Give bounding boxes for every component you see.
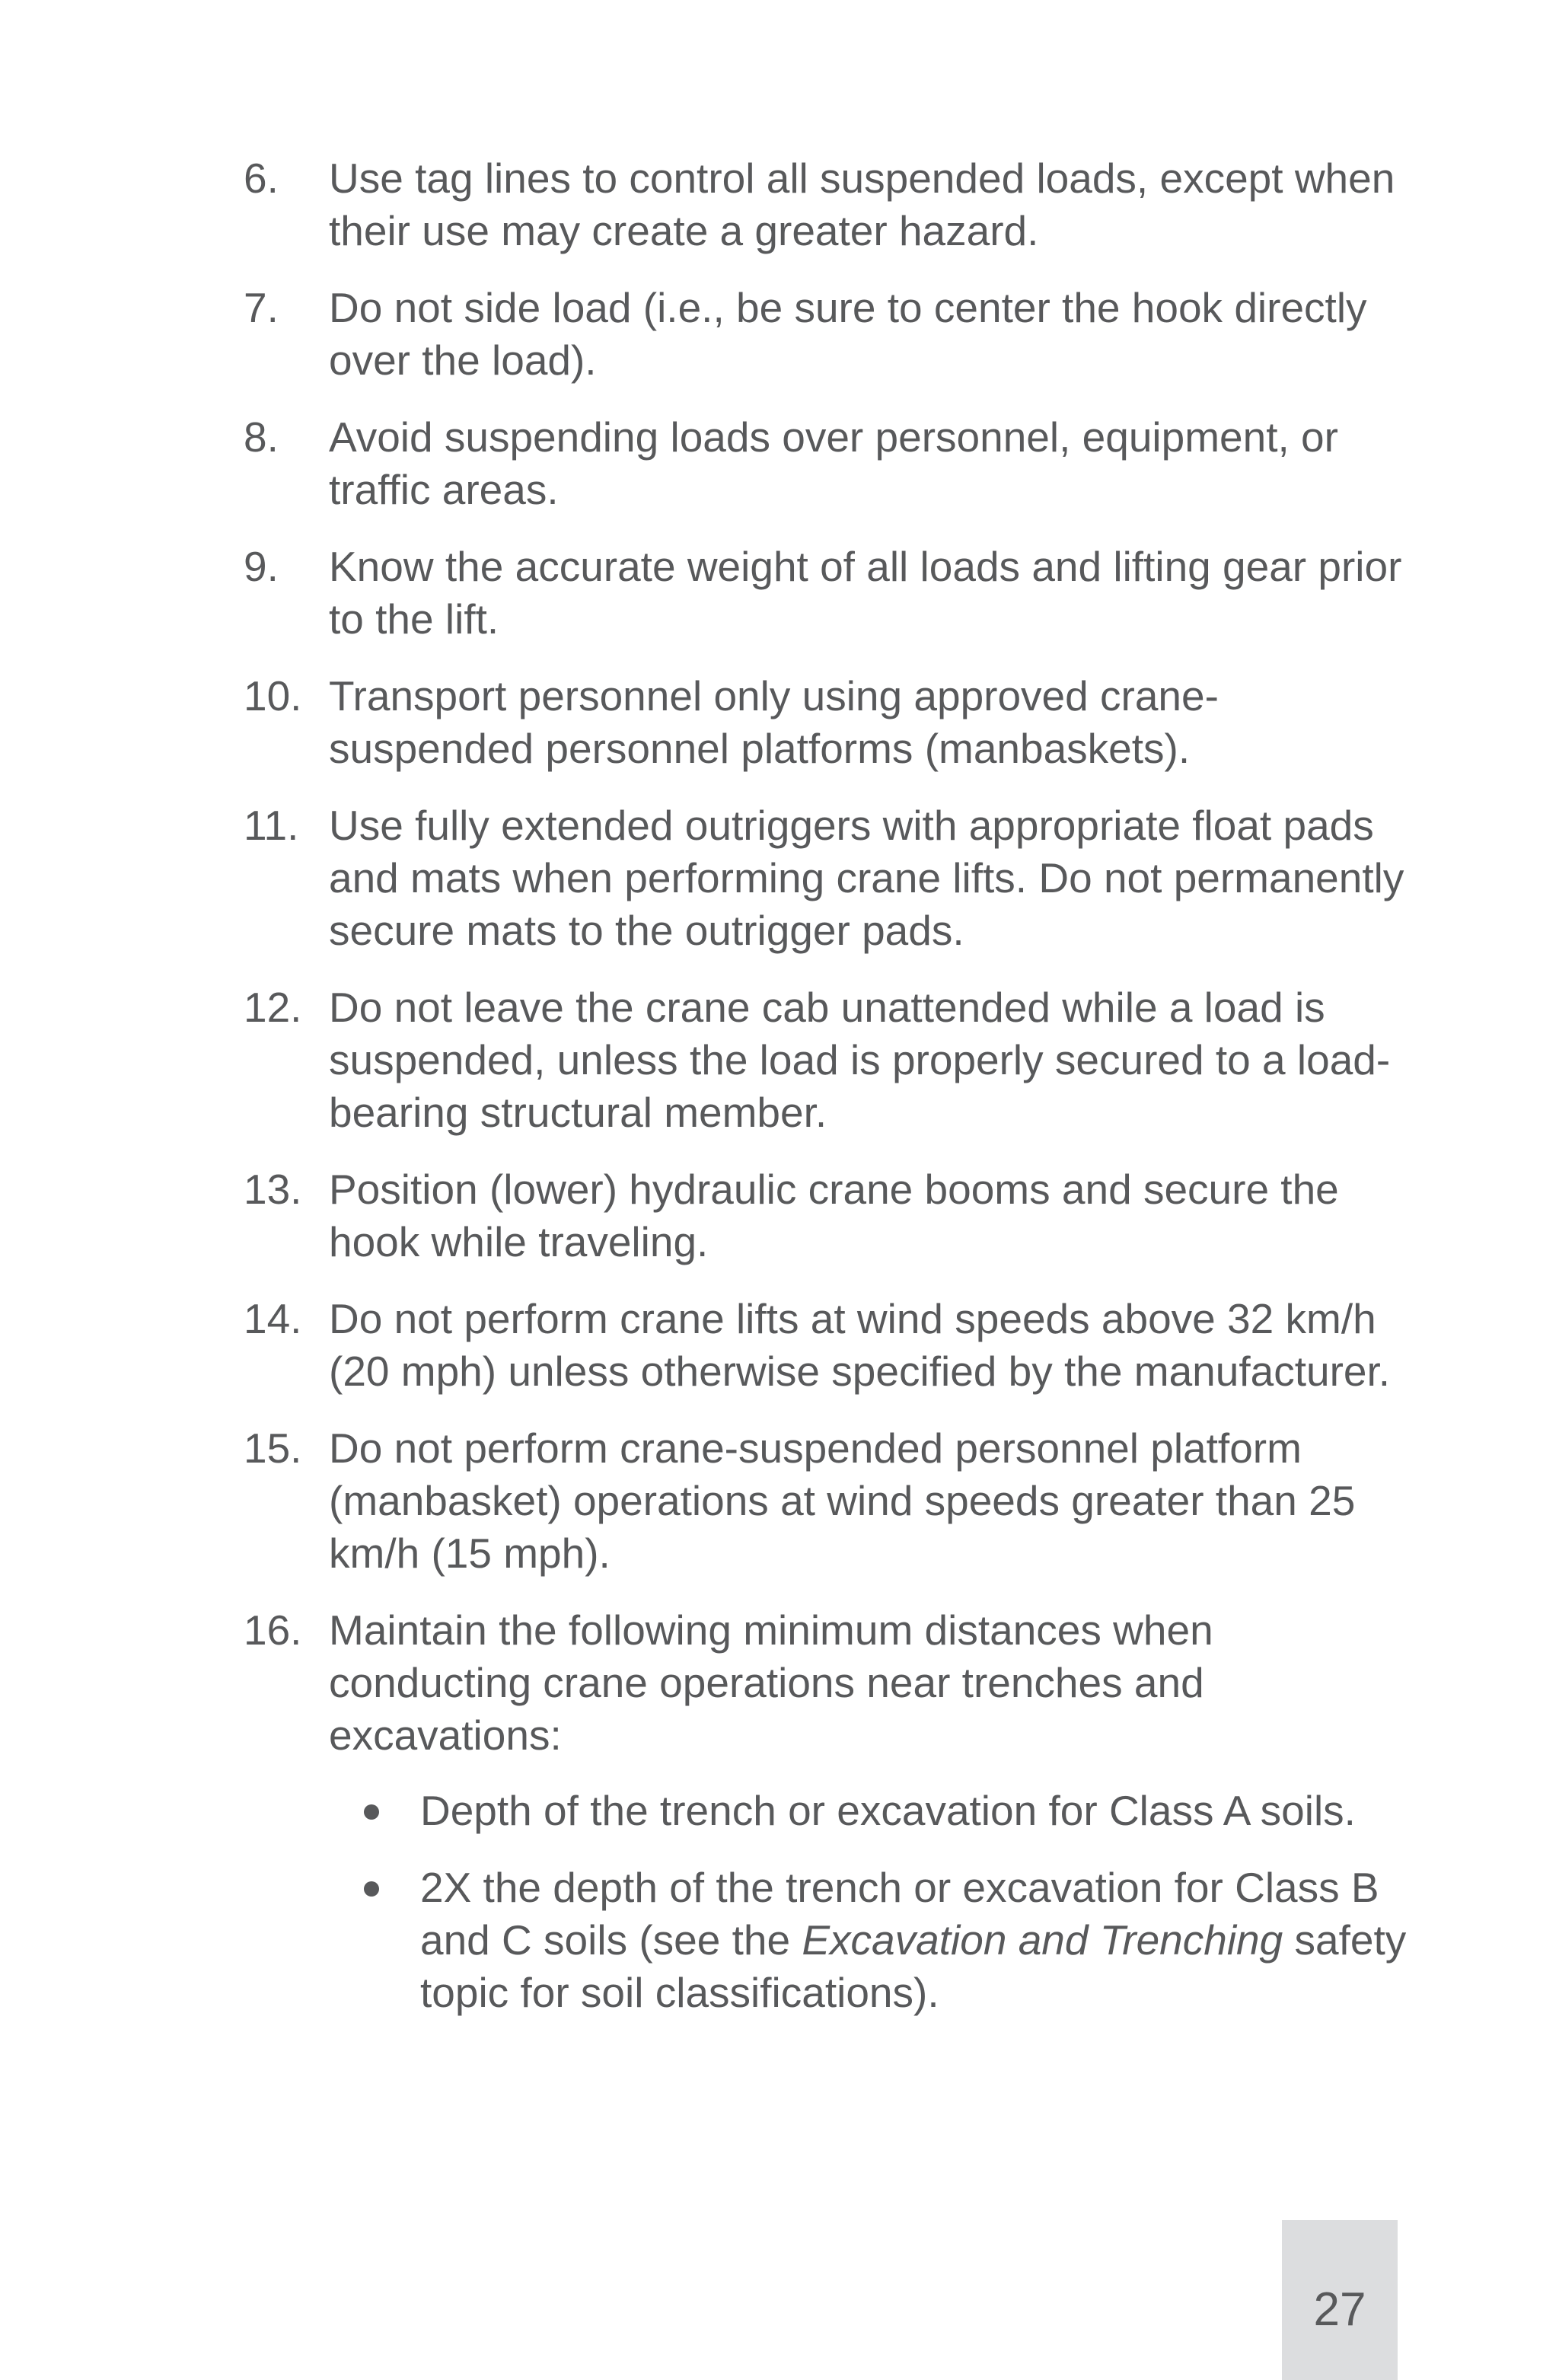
list-item-8 bbox=[244, 411, 1416, 516]
item-text: Avoid suspending loads over personnel, equipment, or traffic areas. bbox=[329, 413, 1338, 513]
bullet-text-end: safety topic for soil classifications). bbox=[420, 1916, 1407, 2016]
item-text: Know the accurate weight of all loads and lifting gear prior to the lift. bbox=[329, 543, 1402, 643]
bullet-item-class-b-c bbox=[329, 1862, 1416, 2019]
numbered-list bbox=[244, 152, 1416, 2043]
bullet-text-start: 2X the depth of the trench or excavation for Class B and C soils (see the bbox=[420, 1864, 1379, 1964]
item-number: 14. bbox=[244, 1295, 302, 1342]
bullet-item-class-a bbox=[329, 1785, 1416, 1837]
list-item-6 bbox=[244, 152, 1416, 257]
item-number: 6. bbox=[244, 155, 279, 202]
list-item-15 bbox=[244, 1422, 1416, 1580]
list-item-11 bbox=[244, 799, 1416, 957]
list-item-14 bbox=[244, 1293, 1416, 1398]
list-item-9 bbox=[244, 541, 1416, 646]
bullet-list bbox=[329, 1785, 1416, 2019]
bullet-text: Depth of the trench or excavation for Class A soils. bbox=[420, 1787, 1356, 1834]
page-number-tab bbox=[1282, 2220, 1398, 2380]
page-number: 27 bbox=[1313, 2283, 1366, 2336]
item-number: 16. bbox=[244, 1606, 302, 1654]
item-text: Transport personnel only using approved crane-suspended personnel platforms (manbaskets). bbox=[329, 672, 1219, 772]
list-item-7 bbox=[244, 282, 1416, 387]
item-text: Use tag lines to control all suspended loads, except when their use may create a greater hazard. bbox=[329, 155, 1395, 254]
item-text: Use fully extended outriggers with appropriate float pads and mats when performing crane lifts. Do not permanently secure mats to the outrigger pads. bbox=[329, 802, 1404, 954]
item-number: 9. bbox=[244, 543, 279, 590]
item-number: 15. bbox=[244, 1424, 302, 1472]
list-item-13 bbox=[244, 1163, 1416, 1268]
item-number: 11. bbox=[244, 802, 299, 849]
list-item-16 bbox=[244, 1604, 1416, 2019]
item-text: Maintain the following minimum distances when conducting crane operations near trenches and excavations: bbox=[329, 1606, 1213, 1759]
item-number: 12. bbox=[244, 984, 302, 1031]
item-text: Do not side load (i.e., be sure to center the hook directly over the load). bbox=[329, 284, 1367, 384]
list-item-10 bbox=[244, 670, 1416, 775]
item-number: 8. bbox=[244, 413, 279, 461]
item-number: 13. bbox=[244, 1166, 302, 1213]
item-text: Do not leave the crane cab unattended while a load is suspended, unless the load is properly secured to a load-bearing structural member. bbox=[329, 984, 1391, 1136]
bullet-dot-icon bbox=[364, 1804, 379, 1820]
item-text: Do not perform crane-suspended personnel platform (manbasket) operations at wind speeds greater than 25 km/h (15 mph). bbox=[329, 1424, 1356, 1577]
list-item-12 bbox=[244, 981, 1416, 1139]
bullet-dot-icon bbox=[364, 1881, 379, 1897]
item-number: 10. bbox=[244, 672, 302, 719]
topic-reference: Excavation and Trenching bbox=[802, 1916, 1283, 1964]
item-text: Position (lower) hydraulic crane booms and secure the hook while traveling. bbox=[329, 1166, 1339, 1265]
item-number: 7. bbox=[244, 284, 279, 331]
item-text: Do not perform crane lifts at wind speeds above 32 km/h (20 mph) unless otherwise specified by the manufacturer. bbox=[329, 1295, 1391, 1395]
